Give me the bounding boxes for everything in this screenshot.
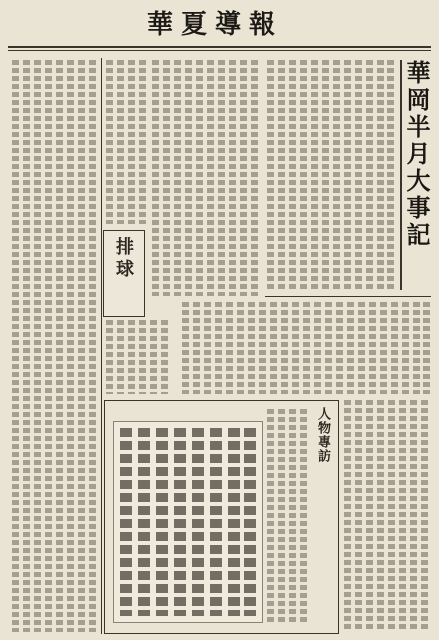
article-text-right-middle	[180, 302, 430, 394]
masthead-title: 華夏導報	[146, 10, 283, 40]
boxed-article-text	[265, 409, 309, 625]
main-headline: 華岡半月大事記	[400, 60, 434, 290]
masthead-rule-thin	[8, 50, 431, 51]
divider-right	[265, 296, 431, 297]
boxed-article-title: 人物專訪	[315, 407, 330, 463]
sports-column-title: 排球	[113, 237, 134, 281]
article-text-right-bottom	[342, 400, 432, 632]
masthead-rule	[8, 46, 431, 48]
article-text-left-lower	[104, 320, 176, 394]
article-text-right-top	[265, 60, 395, 290]
article-text-center	[150, 60, 260, 296]
article-text-left	[10, 60, 100, 632]
masthead	[0, 0, 439, 52]
calligraphy-poem	[113, 421, 263, 623]
article-text-left-top	[104, 60, 146, 224]
boxed-article	[104, 400, 339, 634]
divider-left	[101, 58, 102, 634]
sports-column-box	[103, 230, 145, 317]
